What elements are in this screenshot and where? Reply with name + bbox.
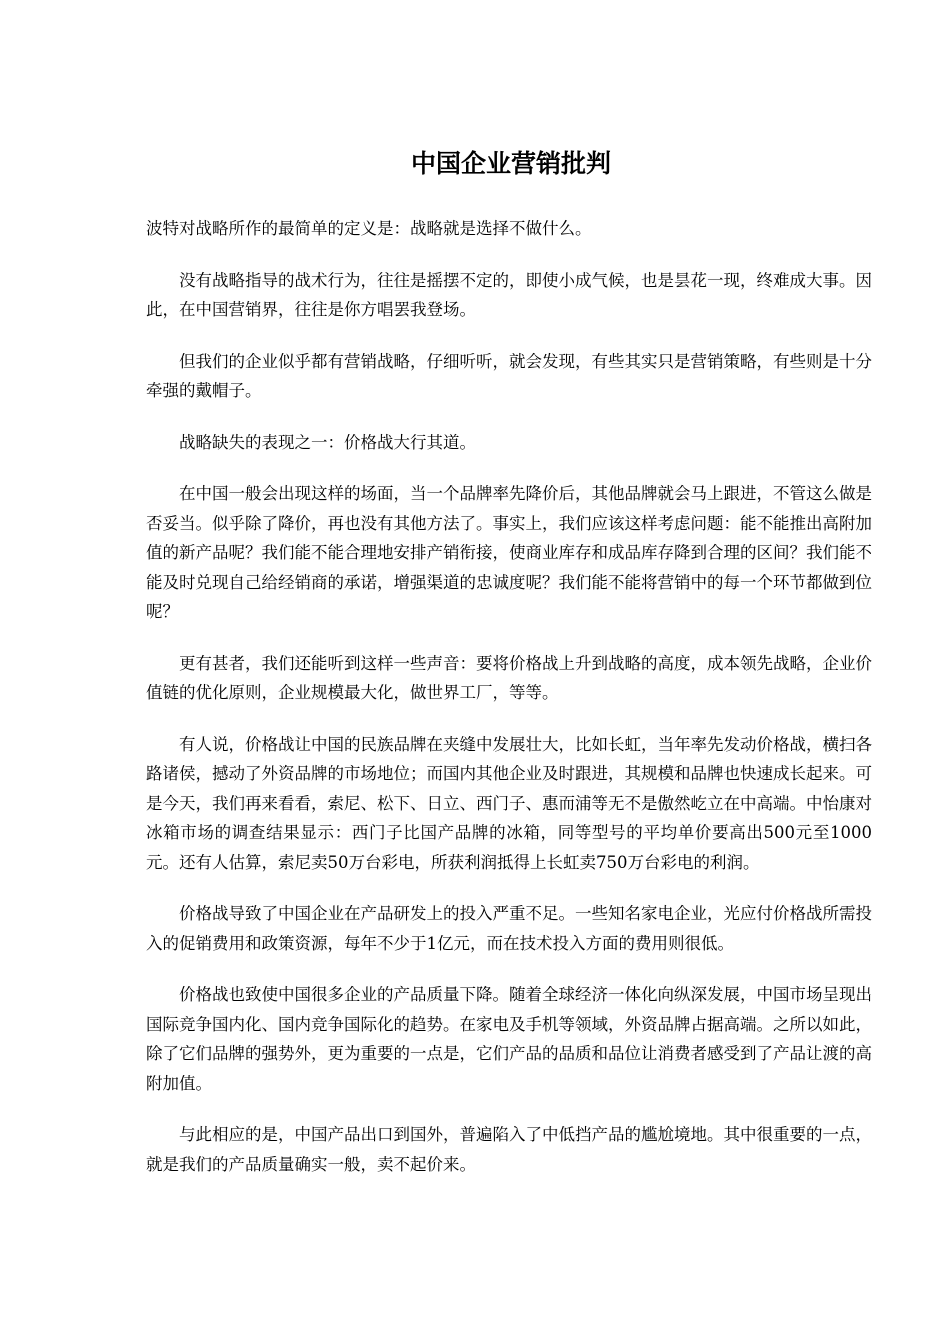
- paragraph: 与此相应的是，中国产品出口到国外，普遍陷入了中低挡产品的尴尬境地。其中很重要的一点，就是我们的产品质量确实一般，卖不起价来。: [146, 1125, 872, 1174]
- paragraph: 在中国一般会出现这样的场面，当一个品牌率先降价后，其他品牌就会马上跟进，不管这么做是否妥当。似乎除了降价，再也没有其他方法了。事实上，我们应该这样考虑问题：能不能推出高附加值的新产品呢？我们能不能合理地安排产销衔接，使商业库存和成品库存降到合理的区间？我们能不能及时兑现自己给经销商的承诺，增强渠道的忠诚度呢？我们能不能将营销中的每一个环节都做到位呢？: [146, 484, 872, 621]
- document-body: [146, 214, 872, 1201]
- paragraph: 有人说，价格战让中国的民族品牌在夹缝中发展壮大，比如长虹，当年率先发动价格战，横扫各路诸侯，撼动了外资品牌的市场地位；而国内其他企业及时跟进，其规模和品牌也快速成长起来。可是今天，我们再来看看，索尼、松下、日立、西门子、惠而浦等无不是傲然屹立在中高端。中怡康对冰箱市场的调查结果显示：西门子比国产品牌的冰箱，同等型号的平均单价要高出500元至1000元。还有人估算，索尼卖50万台彩电，所获利润抵得上长虹卖750万台彩电的利润。: [146, 734, 872, 872]
- paragraph: 价格战也致使中国很多企业的产品质量下降。随着全球经济一体化向纵深发展，中国市场呈现出国际竞争国内化、国内竞争国际化的趋势。在家电及手机等领域，外资品牌占据高端。之所以如此，除了它们品牌的强势外，更为重要的一点是，它们产品的品质和品位让消费者感受到了产品让渡的高附加值。: [146, 985, 872, 1093]
- document-title: 中国企业营销批判: [410, 149, 611, 178]
- paragraph: 战略缺失的表现之一：价格战大行其道。: [179, 432, 476, 452]
- paragraph: 价格战导致了中国企业在产品研发上的投入严重不足。一些知名家电企业，光应付价格战所需投入的促销费用和政策资源，每年不少于1亿元，而在技术投入方面的费用则很低。: [146, 904, 872, 953]
- paragraph: 波特对战略所作的最简单的定义是：战略就是选择不做什么。: [146, 219, 592, 238]
- paragraph: 更有甚者，我们还能听到这样一些声音：要将价格战上升到战略的高度，成本领先战略，企业价值链的优化原则，企业规模最大化，做世界工厂，等等。: [146, 653, 872, 702]
- paragraph: 但我们的企业似乎都有营销战略，仔细听听，就会发现，有些其实只是营销策略，有些则是十分牵强的戴帽子。: [146, 351, 872, 400]
- paragraph: 没有战略指导的战术行为，往往是摇摆不定的，即使小成气候，也是昙花一现，终难成大事。因此，在中国营销界，往往是你方唱罢我登场。: [146, 270, 872, 319]
